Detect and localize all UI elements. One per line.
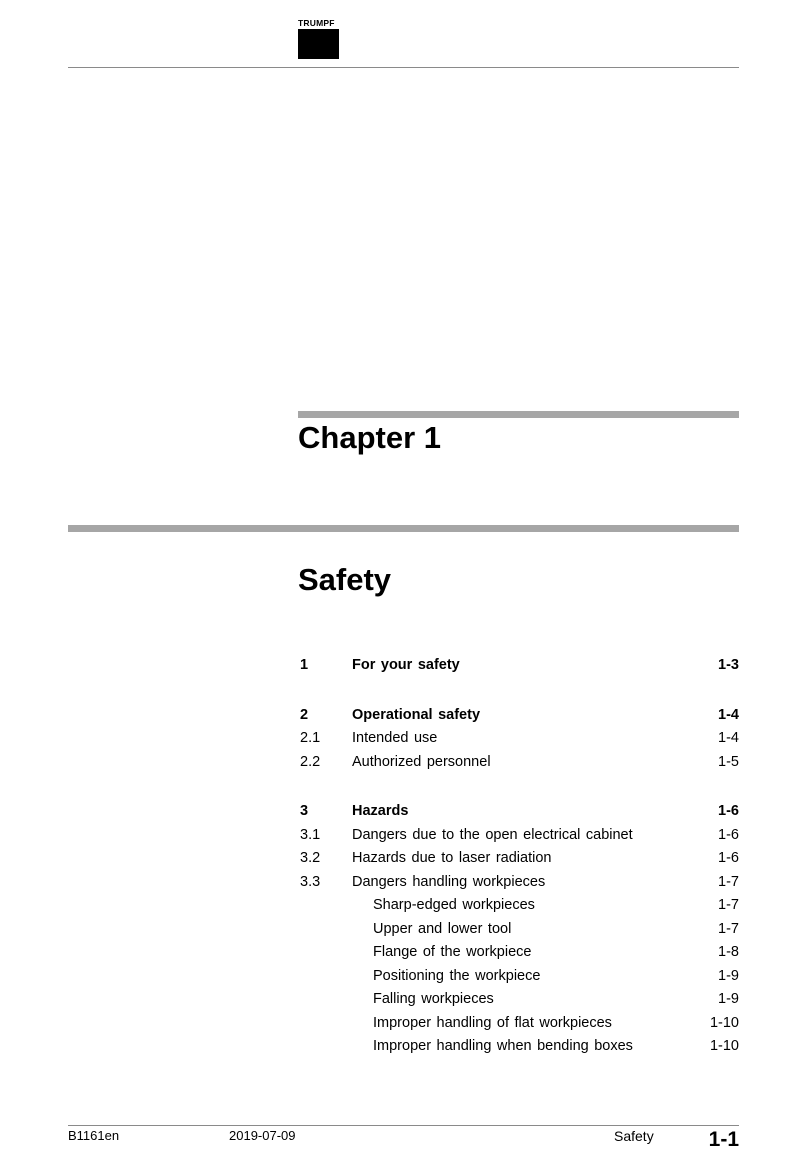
toc-entry-title: Authorized personnel bbox=[352, 753, 491, 770]
toc-entry-page: 1-10 bbox=[709, 1038, 739, 1054]
chapter-label: Chapter 1 bbox=[298, 420, 441, 455]
toc-entry[interactable] bbox=[300, 988, 739, 1012]
toc-entry[interactable] bbox=[300, 965, 739, 989]
toc-entry-title: Improper handling of flat workpieces bbox=[373, 1014, 612, 1031]
header-rule bbox=[68, 67, 739, 68]
footer-doc-number: B1161en bbox=[68, 1128, 120, 1143]
toc-entry-title: Hazards bbox=[352, 803, 409, 819]
toc-entry[interactable] bbox=[300, 751, 739, 775]
toc-entry-title: Operational safety bbox=[352, 706, 481, 723]
toc-entry-page: 1-6 bbox=[718, 803, 739, 819]
toc-entry[interactable] bbox=[300, 918, 739, 942]
toc-entry-number: 3.2 bbox=[300, 850, 321, 866]
toc-entry-number: 2 bbox=[300, 706, 309, 723]
toc-entry-page: 1-9 bbox=[718, 967, 739, 984]
toc-entry-title: Flange of the workpiece bbox=[373, 944, 532, 960]
toc-entry-title: Positioning the workpiece bbox=[373, 967, 541, 984]
toc-entry-page: 1-10 bbox=[709, 1014, 739, 1031]
toc-entry[interactable] bbox=[300, 894, 739, 918]
footer-date: 2019-07-09 bbox=[229, 1128, 296, 1143]
toc-entry-page: 1-9 bbox=[718, 991, 739, 1007]
toc-entry-page: 1-7 bbox=[718, 897, 739, 913]
toc-entry-title: Dangers due to the open electrical cabinet bbox=[352, 826, 633, 843]
toc-entry-number: 3 bbox=[300, 803, 309, 819]
toc-entry-title: Improper handling when bending boxes bbox=[373, 1038, 633, 1054]
chapter-title: Safety bbox=[298, 562, 392, 597]
section-bar bbox=[68, 525, 739, 532]
logo-block bbox=[298, 29, 339, 59]
toc-entry-number: 1 bbox=[300, 657, 309, 673]
footer-rule bbox=[68, 1125, 739, 1126]
toc-entry[interactable] bbox=[300, 871, 739, 895]
toc-entry[interactable] bbox=[300, 824, 739, 848]
toc-entry-title: Dangers handling workpieces bbox=[352, 873, 546, 890]
toc-entry-title: Sharp-edged workpieces bbox=[373, 897, 535, 913]
toc-entry-page: 1-8 bbox=[718, 944, 739, 960]
toc-entry-title: Falling workpieces bbox=[373, 991, 494, 1007]
toc-entry-number: 3.3 bbox=[300, 873, 321, 890]
toc-entry-title: For your safety bbox=[352, 657, 460, 673]
toc-entry-page: 1-6 bbox=[718, 850, 739, 866]
table-of-contents bbox=[300, 654, 739, 1059]
chapter-bar bbox=[298, 411, 739, 418]
toc-entry-title: Upper and lower tool bbox=[373, 920, 512, 937]
toc-entry-page: 1-7 bbox=[718, 873, 739, 890]
toc-entry[interactable] bbox=[300, 1012, 739, 1036]
toc-entry-title: Intended use bbox=[352, 730, 438, 746]
toc-entry[interactable] bbox=[300, 704, 739, 728]
footer-page-number: 1-1 bbox=[708, 1128, 739, 1151]
toc-entry-page: 1-6 bbox=[718, 826, 739, 843]
footer-section: Safety bbox=[614, 1128, 654, 1144]
toc-entry[interactable] bbox=[300, 800, 739, 824]
toc-entry-page: 1-7 bbox=[718, 920, 739, 937]
toc-entry[interactable] bbox=[300, 941, 739, 965]
toc-entry[interactable] bbox=[300, 654, 739, 678]
toc-entry-page: 1-3 bbox=[718, 657, 739, 673]
logo-text: TRUMPF bbox=[298, 18, 335, 28]
toc-entry-number: 3.1 bbox=[300, 826, 321, 843]
toc-entry-number: 2.2 bbox=[300, 753, 321, 770]
toc-entry-title: Hazards due to laser radiation bbox=[352, 850, 552, 866]
toc-entry-page: 1-5 bbox=[718, 753, 739, 770]
trumpf-logo bbox=[298, 18, 339, 59]
toc-entry[interactable] bbox=[300, 1035, 739, 1059]
toc-entry-page: 1-4 bbox=[718, 706, 739, 723]
toc-entry[interactable] bbox=[300, 727, 739, 751]
toc-entry-page: 1-4 bbox=[718, 730, 739, 746]
toc-entry[interactable] bbox=[300, 847, 739, 871]
toc-entry-number: 2.1 bbox=[300, 730, 321, 746]
